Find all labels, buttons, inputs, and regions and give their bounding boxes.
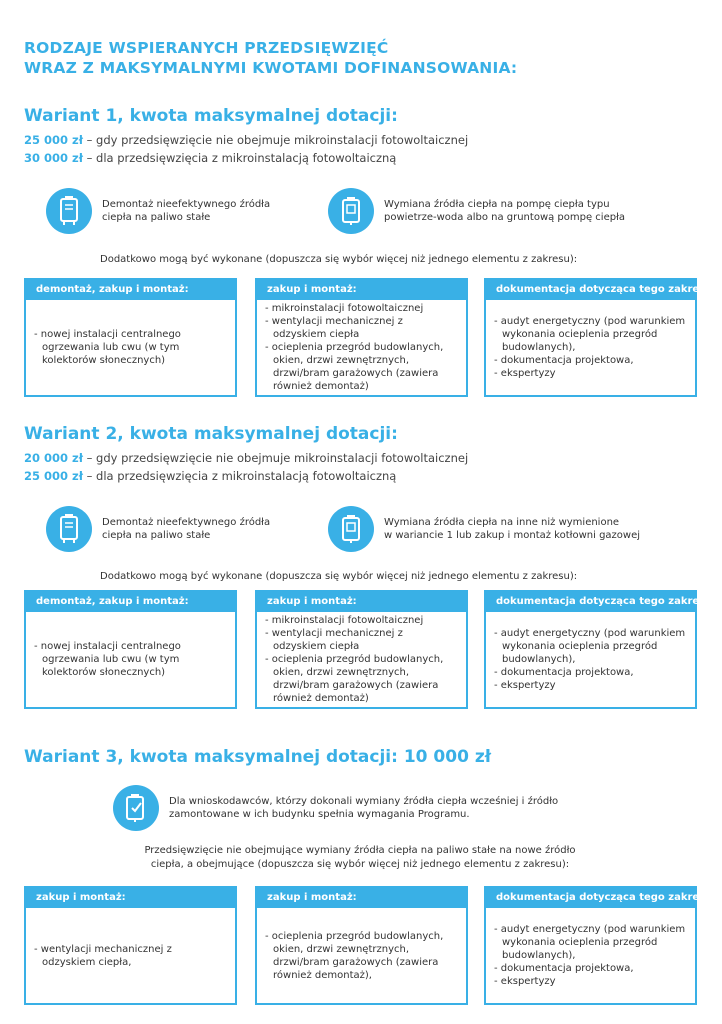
info-text-line: powietrze-woda albo na gruntową pompę ciepła bbox=[384, 212, 626, 223]
heater-icon bbox=[46, 506, 92, 552]
info-text-line: ciepła na paliwo stałe bbox=[102, 212, 211, 223]
boiler-icon bbox=[328, 506, 374, 552]
amount-description: – gdy przedsięwzięcie nie obejmuje mikroinstalacji fotowoltaicznej bbox=[82, 133, 469, 147]
variant-3-box-3 bbox=[484, 886, 717, 1005]
info-text-line: zamontowane w ich budynku spełnia wymagania Programu. bbox=[169, 809, 470, 820]
box-header: dokumentacja dotycząca tego zakresu: bbox=[486, 280, 695, 300]
variant-1-box-3 bbox=[484, 278, 717, 397]
box-header: zakup i montaż: bbox=[257, 888, 466, 908]
checked-boiler-icon bbox=[113, 785, 159, 831]
heater-icon bbox=[46, 188, 92, 234]
info-text-line: Wymiana źródła ciepła na pompę ciepła typu bbox=[384, 199, 610, 210]
list-item: - ekspertyzy bbox=[494, 976, 556, 987]
list-item: - audyt energetyczny (pod warunkiem wykonania ocieplenia przegród budowlanych), bbox=[494, 628, 686, 665]
list-item: - dokumentacja projektowa, bbox=[494, 667, 634, 678]
list-item: - wentylacji mechanicznej z odzyskiem ciepła, bbox=[34, 943, 172, 968]
variant-3-note bbox=[60, 844, 660, 872]
page-title-line-2: WRAZ Z MAKSYMALNYMI KWOTAMI DOFINANSOWANIA: bbox=[24, 59, 518, 77]
amount-value: 25 000 zł bbox=[24, 469, 83, 483]
list-item: - mikroinstalacji fotowoltaicznej bbox=[265, 615, 424, 626]
list-item: - audyt energetyczny (pod warunkiem wykonania ocieplenia przegród budowlanych), bbox=[494, 924, 686, 961]
list-item: - ocieplenia przegród budowlanych, okien, drzwi zewnętrznych, drzwi/bram garażowych (zawiera również demontaż) bbox=[265, 654, 444, 704]
heat-pump-icon bbox=[328, 188, 374, 234]
amount-description: – dla przedsięwzięcia z mikroinstalacją fotowoltaiczną bbox=[82, 151, 397, 165]
variant-1-box-2 bbox=[255, 278, 468, 397]
list-item: - ekspertyzy bbox=[494, 368, 556, 379]
list-item: - wentylacji mechanicznej z odzyskiem ciepła bbox=[265, 316, 403, 340]
info-text-line: Demontaż nieefektywnego źródła bbox=[102, 199, 271, 210]
variant-2-amount-2 bbox=[24, 469, 396, 483]
variant-3-info bbox=[113, 785, 558, 831]
variant-1-section bbox=[0, 106, 722, 416]
box-header: demontaż, zakup i montaż: bbox=[26, 280, 235, 300]
variant-2-heading: Wariant 2, kwota maksymalnej dotacji: bbox=[24, 424, 398, 444]
box-header: dokumentacja dotycząca tego zakresu: bbox=[486, 888, 695, 908]
variant-2-box-2 bbox=[255, 590, 468, 709]
variant-1-box-1 bbox=[24, 278, 237, 397]
list-item: - dokumentacja projektowa, bbox=[494, 355, 634, 366]
box-header: zakup i montaż: bbox=[26, 888, 235, 908]
note-line: ciepła, a obejmujące (dopuszcza się wybór więcej niż jednego elementu z zakresu): bbox=[150, 859, 570, 870]
variant-1-amount-1 bbox=[24, 133, 468, 147]
info-text-line: ciepła na paliwo stałe bbox=[102, 530, 211, 541]
page-title-line-1: RODZAJE WSPIERANYCH PRZEDSIĘWZIĘĆ bbox=[24, 39, 389, 57]
amount-value: 30 000 zł bbox=[24, 151, 83, 165]
variant-3-box-2 bbox=[255, 886, 468, 1005]
variant-3-heading: Wariant 3, kwota maksymalnej dotacji: 10 000 zł bbox=[24, 747, 492, 767]
list-item: - mikroinstalacji fotowoltaicznej bbox=[265, 303, 424, 314]
list-item: - ekspertyzy bbox=[494, 680, 556, 691]
variant-2-info-right bbox=[328, 506, 640, 552]
info-text-line: Wymiana źródła ciepła na inne niż wymienione bbox=[384, 517, 620, 528]
variant-2-note: Dodatkowo mogą być wykonane (dopuszcza się wybór więcej niż jednego elementu z zakresu): bbox=[100, 571, 578, 582]
list-item: - nowej instalacji centralnego ogrzewania lub cwu (w tym kolektorów słonecznych) bbox=[34, 641, 181, 678]
list-item: - dokumentacja projektowa, bbox=[494, 963, 634, 974]
variant-1-info-left bbox=[46, 188, 270, 234]
list-item: - audyt energetyczny (pod warunkiem wykonania ocieplenia przegród budowlanych), bbox=[494, 316, 686, 353]
variant-1-amount-2 bbox=[24, 151, 396, 165]
variant-2-box-3 bbox=[484, 590, 717, 709]
amount-value: 25 000 zł bbox=[24, 133, 83, 147]
variant-3-section bbox=[0, 747, 722, 1017]
info-text-line: Demontaż nieefektywnego źródła bbox=[102, 517, 271, 528]
note-line: Przedsięwzięcie nie obejmujące wymiany źródła ciepła na paliwo stałe na nowe źródło bbox=[144, 845, 576, 856]
amount-value: 20 000 zł bbox=[24, 451, 83, 465]
variant-2-section bbox=[0, 424, 722, 734]
variant-3-box-1 bbox=[24, 886, 237, 1005]
variant-2-box-1 bbox=[24, 590, 237, 709]
variant-1-note: Dodatkowo mogą być wykonane (dopuszcza się wybór więcej niż jednego elementu z zakresu): bbox=[100, 254, 578, 265]
info-text-line: w wariancie 1 lub zakup i montaż kotłowni gazowej bbox=[384, 530, 641, 541]
amount-description: – dla przedsięwzięcia z mikroinstalacją fotowoltaiczną bbox=[82, 469, 397, 483]
box-header: dokumentacja dotycząca tego zakresu: bbox=[486, 592, 695, 612]
list-item: - ocieplenia przegród budowlanych, okien, drzwi zewnętrznych, drzwi/bram garażowych (zawiera również demontaż) bbox=[265, 342, 444, 392]
list-item: - wentylacji mechanicznej z odzyskiem ciepła bbox=[265, 628, 403, 652]
box-header: zakup i montaż: bbox=[257, 280, 466, 300]
box-header: zakup i montaż: bbox=[257, 592, 466, 612]
variant-2-amount-1 bbox=[24, 451, 468, 465]
box-header: demontaż, zakup i montaż: bbox=[26, 592, 235, 612]
variant-1-heading: Wariant 1, kwota maksymalnej dotacji: bbox=[24, 106, 398, 126]
variant-2-info-left bbox=[46, 506, 270, 552]
list-item: - nowej instalacji centralnego ogrzewania lub cwu (w tym kolektorów słonecznych) bbox=[34, 329, 181, 366]
variant-1-info-right bbox=[328, 188, 625, 234]
info-text-line: Dla wnioskodawców, którzy dokonali wymiany źródła ciepła wcześniej i źródło bbox=[169, 796, 559, 807]
amount-description: – gdy przedsięwzięcie nie obejmuje mikroinstalacji fotowoltaicznej bbox=[82, 451, 469, 465]
list-item: - ocieplenia przegród budowlanych, okien, drzwi zewnętrznych, drzwi/bram garażowych (zawiera również demontaż), bbox=[265, 930, 444, 981]
page-title bbox=[24, 38, 517, 78]
